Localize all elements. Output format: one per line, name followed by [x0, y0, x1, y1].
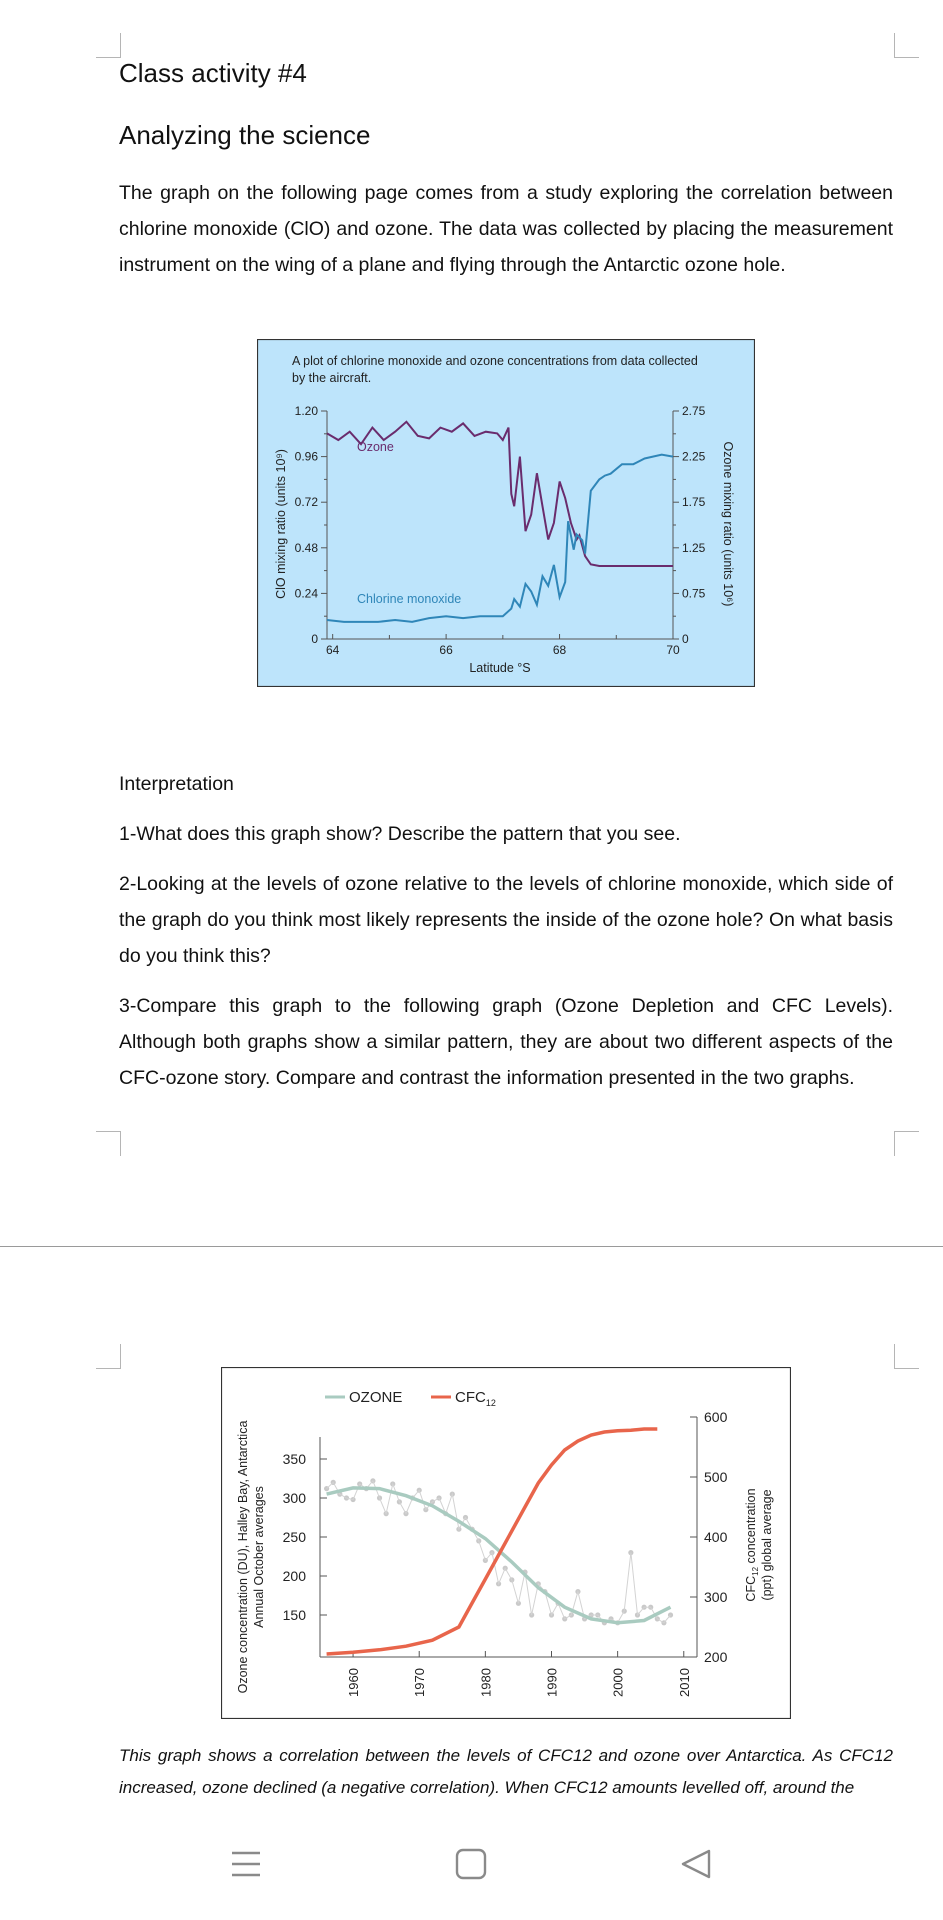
intro-paragraph-block: [119, 175, 893, 283]
clo-ozone-figure: [257, 339, 755, 692]
clo-annotation: Chlorine monoxide: [357, 592, 462, 606]
page-separator: [0, 1246, 943, 1247]
x-tick-label: 64: [325, 643, 340, 657]
recent-apps-button[interactable]: [216, 1839, 276, 1889]
question-3: 3-Compare this graph to the following graph (Ozone Depletion and CFC Levels). Although both graphs show a similar pattern, they are about two different aspects of the CFC-ozone story. Compare and contrast the information presented in the two graphs.: [119, 995, 893, 1089]
back-button[interactable]: [666, 1839, 726, 1889]
right-tick-label: 2.75: [682, 404, 706, 418]
chart2-right-tick-label: 400: [704, 1529, 728, 1545]
left-tick-label: 0.72: [294, 495, 318, 510]
chart2-right-tick-label: 300: [704, 1589, 728, 1605]
caption-block: [119, 1740, 893, 1804]
question-2: 2-Looking at the levels of ozone relative to the levels of chlorine monoxide, which side of the graph do you think most likely represents the inside of the ozone hole? On what basis do you think this?: [119, 873, 893, 967]
left-tick-label: 0.48: [294, 540, 318, 555]
interpretation-section: [119, 766, 893, 1096]
page-title: Class activity #4: [119, 58, 307, 88]
right-tick-label: 0: [682, 632, 689, 646]
page-corner-top-right: [894, 33, 919, 58]
page-corner-top-left: [96, 33, 121, 58]
chart2-right-axis-label: $CFC_{12}$ concentration: [744, 1488, 760, 1602]
chart2-x-tick-label: 1980: [478, 1668, 494, 1697]
left-tick-label: 0.24: [294, 586, 318, 601]
right-tick-label: 1.75: [682, 495, 706, 510]
page-corner-bottom-right: [894, 1131, 919, 1156]
right-tick-label: 1.25: [682, 540, 706, 555]
intro-paragraph: The graph on the following page comes from a study exploring the correlation between chlorine monoxide (ClO) and ozone. The data was collected by placing the measurement instrument on the wing of a plane and flying through the Antarctic ozone hole.: [119, 182, 893, 276]
x-tick-label: 70: [666, 643, 680, 657]
chart2-right-tick-label: 500: [704, 1469, 728, 1485]
chart2-x-tick-label: 1990: [544, 1668, 560, 1697]
home-square-icon: [454, 1847, 488, 1881]
x-axis-label: Latitude °S: [469, 661, 531, 675]
figure-caption: This graph shows a correlation between the levels of CFC12 and ozone over Antarctica. As CFC12 increased, ozone declined (a negative correlation). When CFC12 amounts levelled off, around the: [119, 1746, 893, 1797]
chart2-x-tick-label: 2000: [610, 1668, 626, 1697]
interpretation-heading: Interpretation: [119, 773, 234, 795]
left-tick-label: 1.20: [294, 404, 318, 418]
ozone-cfc-figure: [221, 1367, 791, 1724]
right-tick-label: 0.75: [682, 586, 706, 601]
page-corner-bottom-left: [96, 1131, 121, 1156]
chart2-left-tick-label: 200: [282, 1568, 306, 1584]
question-1: 1-What does this graph show? Describe the pattern that you see.: [119, 823, 681, 845]
chart2-right-axis-label-2: (ppt) global average: [760, 1489, 774, 1601]
left-axis-label: ClO mixing ratio (units 10⁹): [274, 449, 288, 599]
chart2-left-axis-label: Ozone concentration (DU), Halley Bay, Antarctica: [236, 1420, 250, 1694]
legend-ozone-label: OZONE: [349, 1389, 403, 1406]
left-tick-label: 0: [311, 632, 318, 646]
chart2-left-axis-label-2: Annual October averages: [252, 1486, 266, 1628]
chart2-x-tick-label: 1960: [346, 1668, 362, 1697]
navigation-bar: [0, 1825, 943, 1901]
chart-title-line2: by the aircraft.: [292, 371, 372, 385]
chart-background: [258, 340, 755, 687]
chart2-left-tick-label: 300: [282, 1490, 306, 1506]
ozone-annotation: Ozone: [357, 440, 394, 454]
right-tick-label: 2.25: [682, 449, 706, 464]
legend-cfc-label: $CFC_{12}$: [455, 1389, 496, 1408]
chart2-x-tick-label: 2010: [676, 1668, 692, 1697]
chart2-left-tick-label: 350: [282, 1451, 306, 1467]
back-triangle-icon: [679, 1847, 713, 1881]
chart2-left-tick-label: 250: [282, 1529, 306, 1545]
chart2-right-tick-label: 200: [704, 1649, 728, 1665]
x-tick-label: 68: [552, 643, 567, 657]
right-axis-label: Ozone mixing ratio (units 10⁶): [721, 441, 735, 607]
page2-corner-top-left: [96, 1344, 121, 1369]
section-heading: Analyzing the science: [119, 120, 371, 150]
left-tick-label: 0.96: [294, 449, 318, 464]
home-button[interactable]: [441, 1839, 501, 1889]
x-tick-label: 66: [439, 643, 453, 657]
chart2-left-tick-label: 150: [282, 1607, 306, 1623]
menu-icon: [229, 1847, 263, 1881]
chart2-right-tick-label: 600: [704, 1409, 728, 1425]
chart2-x-tick-label: 1970: [412, 1668, 428, 1697]
ozone-cfc-chart: [221, 1367, 791, 1719]
chart-title-line1: A plot of chlorine monoxide and ozone concentrations from data collected: [292, 354, 698, 368]
clo-ozone-chart: [257, 339, 755, 687]
page2-corner-top-right: [894, 1344, 919, 1369]
